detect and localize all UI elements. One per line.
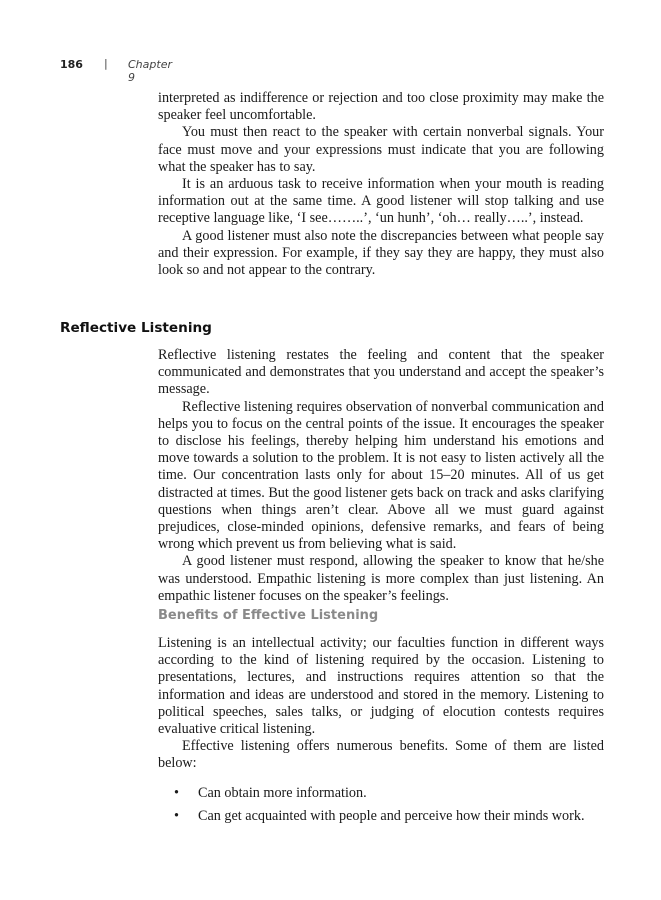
paragraph: A good listener must also note the discrepancies between what people say and their expression. For example, if they say they are happy, they must also look so and not appear to the contrary. (158, 227, 604, 279)
section-heading: Reflective Listening (60, 320, 212, 336)
paragraph: interpreted as indifference or rejection and too close proximity may make the speaker feel uncomfortable. (158, 90, 604, 124)
list-item (174, 785, 614, 802)
paragraph: A good listener must respond, allowing the speaker to know that he/she was understood. Empathic listening is more complex than just listening. An empathic listener focuses on the speaker’s feelings. (158, 553, 604, 604)
paragraph: Listening is an intellectual activity; our faculties function in different ways according to the kind of listening required by the occasion. Listening to presentations, lectures, and instructions requires attention so that the information and ideas are understood and stored in the memory. Listening to political speeches, sales talks, or judging of elocution contests requires evaluative critical listening. (158, 635, 604, 738)
continued-text-block (158, 90, 604, 279)
paragraph: Reflective listening requires observation of nonverbal communication and helps you to focus on the central points of the issue. It encourages the speaker to disclose his feelings, thereby helping him understand his emotions and move towards a solution to the problem. It is not easy to listen actively all the time. Our concentration lasts only for about 15–20 minutes. All of us get distracted at times. But the good listener gets back on track and asks clarifying questions when things aren’t clear. Above all we must guard against prejudices, close-minded opinions, defensive remarks, and fears of being wrong which prevent us from believing what is said. (158, 398, 604, 553)
paragraph: It is an arduous task to receive information when your mouth is reading information out at the same time. A good listener will stop talking and use receptive language like, ‘I see……..’, ‘un hunh’, ‘oh… really…..’, instead. (158, 176, 604, 227)
paragraph: Reflective listening restates the feeling and content that the speaker communicated and demonstrates that you understand and accept the speaker’s message. (158, 347, 604, 398)
list-item-text: Can get acquainted with people and perceive how their minds work. (198, 808, 585, 825)
benefits-list (174, 785, 614, 831)
bullet-icon: • (174, 785, 179, 801)
section-text-block (158, 347, 604, 605)
subsection-text-block (158, 635, 604, 773)
subsection-heading: Benefits of Effective Listening (158, 608, 379, 623)
bullet-icon: • (174, 808, 179, 825)
paragraph: Effective listening offers numerous benefits. Some of them are listed below: (158, 738, 604, 772)
list-item (174, 808, 614, 825)
list-item-text: Can obtain more information. (198, 785, 367, 801)
paragraph: You must then react to the speaker with certain nonverbal signals. Your face must move and your expressions must indicate that you are following what the speaker has to say. (158, 124, 604, 175)
header-separator: | (104, 57, 108, 70)
page-number: 186 (60, 58, 83, 71)
chapter-label: Chapter 9 (128, 58, 172, 84)
